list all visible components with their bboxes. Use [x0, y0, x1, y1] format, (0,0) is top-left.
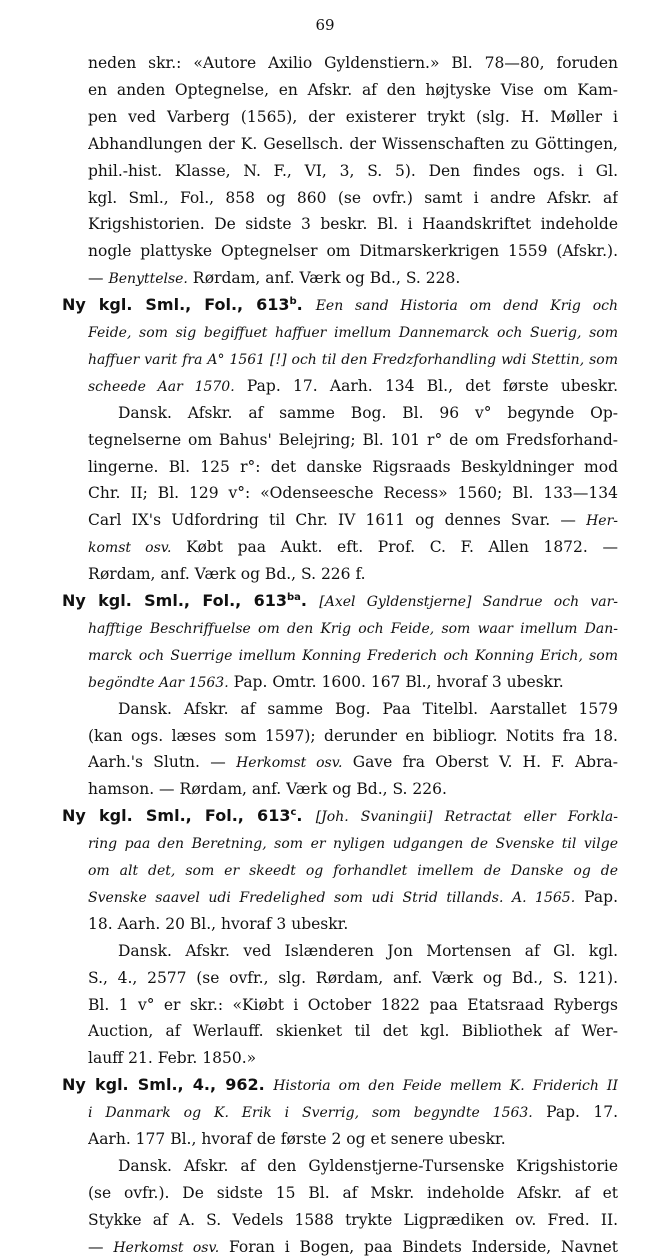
text-segment: kgl. Sml., Fol., 858 og 860 (se ovfr.) samt i andre Afskr. af	[88, 188, 618, 207]
italic-title: Een sand Historia om dend Krig och	[315, 298, 618, 315]
text-segment: Dansk. Afskr. ved Islænderen Jon Mortensen af Gl. kgl.	[118, 941, 618, 960]
text-segment: Carl IX's Udfordring til Chr. IV 1611 og dennes Svar. —	[88, 511, 587, 530]
text-line	[88, 776, 618, 802]
text-line	[88, 857, 618, 883]
text-segment: S., 4., 2577 (se ovfr., slg. Rørdam, anf. Værk og Bd., S. 121).	[88, 968, 618, 987]
text-segment: Foran i Bogen, paa Bindets Inderside, Navnet	[219, 1237, 618, 1256]
text-segment: Chr. II; Bl. 129 v°: «Odenseesche Recess» 1560; Bl. 133—134	[88, 484, 618, 503]
text-segment: lauff 21. Febr. 1850.»	[88, 1049, 257, 1068]
text-line	[88, 50, 618, 76]
italic-title: Benyttelse.	[108, 271, 188, 288]
entry-heading: Ny kgl. Sml., Fol., 613	[62, 806, 291, 826]
italic-title: marck och Suerrige imellum Konning Frederich och Konning Erich, som	[88, 647, 618, 664]
entry-heading: c	[290, 807, 297, 819]
entry-heading: .	[296, 295, 316, 315]
text-segment: (se ovfr.). De sidste 15 Bl. af Mskr. indeholde Afskr. af et	[88, 1183, 618, 1202]
text-segment: neden skr.: «Autore Axilio Gyldenstiern.» Bl. 78—80, foruden	[88, 54, 618, 72]
text-line	[88, 454, 618, 480]
text-segment: 18. Aarh. 20 Bl., hvoraf 3 ubeskr.	[88, 914, 349, 933]
text-segment: Pap. Omtr. 1600. 167 Bl., hvoraf 3 ubeskr.	[228, 672, 564, 691]
entry-heading: ba	[286, 591, 301, 603]
text-line	[88, 1180, 618, 1206]
italic-title: Herkomst osv.	[113, 1239, 220, 1256]
text-line	[62, 292, 618, 318]
text-line	[88, 185, 618, 211]
text-segment: (kan ogs. læses som 1597); derunder en bibliogr. Notits fra 18.	[88, 726, 618, 745]
text-line	[88, 965, 618, 991]
italic-title: begöndte Aar 1563.	[88, 674, 229, 691]
italic-title: om alt det, som er skeedt og forhandlet imellem de Danske og de	[88, 863, 618, 879]
italic-title: komst osv.	[88, 540, 172, 557]
text-line	[88, 669, 618, 695]
text-segment: Pap. 17. Aarh. 134 Bl., det første ubeskr.	[234, 376, 618, 395]
text-line	[88, 723, 618, 749]
text-line	[88, 1018, 618, 1044]
text-line	[88, 1126, 618, 1152]
text-segment: Bl. 1 v° er skr.: «Kiøbt i October 1822 paa Etatsraad Rybergs	[88, 995, 618, 1014]
text-line	[88, 211, 618, 237]
text-segment: Abhandlungen der K. Gesellsch. der Wissenschaften zu Göttingen,	[88, 134, 618, 153]
italic-title: i Danmark og K. Erik i Sverrig, som begyndte 1563.	[88, 1105, 533, 1122]
entry-heading: Ny kgl. Sml., Fol., 613	[62, 591, 287, 610]
italic-title: Herkomst osv.	[236, 755, 343, 772]
text-segment: Rørdam, anf. Værk og Bd., S. 228.	[187, 269, 461, 288]
text-line	[88, 507, 618, 533]
text-line	[88, 830, 618, 856]
text-line	[88, 561, 618, 587]
text-segment: —	[88, 1237, 114, 1256]
italic-title: haffuer varit fra A° 1561 [!] och til den Fredzforhandling wdi Stettin, som	[88, 351, 618, 368]
text-segment: en anden Optegnelse, en Afskr. af den højtyske Vise om Kam-	[88, 80, 618, 99]
text-line	[88, 427, 618, 453]
text-line	[88, 104, 618, 130]
text-line	[88, 238, 618, 264]
text-line	[88, 373, 618, 399]
text-line	[88, 1234, 618, 1260]
text-line	[88, 480, 618, 506]
text-line	[88, 77, 618, 103]
text-segment: hamson. — Rørdam, anf. Værk og Bd., S. 226.	[88, 780, 447, 799]
text-line	[88, 884, 618, 910]
text-segment: —	[88, 269, 109, 288]
text-line	[62, 803, 618, 829]
text-segment: Købt paa Aukt. eft. Prof. C. F. Allen 1872. —	[171, 538, 618, 557]
entry-heading: Ny kgl. Sml., 4., 962.	[62, 1075, 265, 1095]
text-line	[88, 1207, 618, 1233]
text-segment: Dansk. Afskr. af samme Bog. Bl. 96 v° begynde Op-	[118, 403, 618, 422]
text-segment: pen ved Varberg (1565), der existerer trykt (slg. H. Møller i	[88, 107, 618, 126]
text-line	[62, 588, 618, 614]
page-number: 69	[315, 16, 335, 34]
text-segment: Aarh.'s Slutn. —	[88, 753, 237, 772]
text-line	[88, 1099, 618, 1125]
text-segment: lingerne. Bl. 125 r°: det danske Rigsraads Beskyldninger mod	[88, 457, 618, 476]
entry-heading: .	[300, 591, 320, 610]
text-line	[88, 642, 618, 668]
text-segment: Gave fra Oberst V. H. F. Abra-	[342, 753, 618, 772]
text-line	[88, 534, 618, 560]
text-line	[88, 749, 618, 775]
entry-heading: .	[296, 806, 316, 826]
text-line	[88, 992, 618, 1018]
text-line	[118, 400, 618, 426]
entry-heading: b	[289, 295, 297, 307]
text-line	[88, 911, 618, 937]
italic-title: Svenske saavel udi Fredelighed som udi Strid tillands. A. 1565.	[88, 889, 576, 906]
text-segment: Aarh. 177 Bl., hvoraf de første 2 og et senere ubeskr.	[88, 1130, 506, 1148]
text-line	[118, 938, 618, 964]
text-segment: Dansk. Afskr. af den Gyldenstjerne-Tursenske Krigshistorie	[118, 1156, 618, 1175]
text-segment: Pap.	[575, 887, 618, 906]
text-line	[88, 131, 618, 157]
text-line	[88, 346, 618, 372]
text-segment: Rørdam, anf. Værk og Bd., S. 226 f.	[88, 565, 366, 584]
text-segment: phil.-hist. Klasse, N. F., VI, 3, S. 5). Den findes ogs. i Gl.	[88, 161, 618, 180]
text-line	[118, 696, 618, 722]
italic-title: [Joh. Svaningii] Retractat eller Forkla-	[315, 809, 618, 826]
text-line	[88, 319, 618, 345]
italic-title: Feide, som sig begiffuet haffuer imellum Dannemarck och Suerig, som	[88, 325, 618, 341]
text-segment: Auction, af Werlauff. skienket til det kgl. Bibliothek af Wer-	[88, 1022, 618, 1041]
text-line	[118, 1153, 618, 1179]
text-segment: Pap. 17.	[532, 1103, 618, 1122]
text-segment: nogle plattyske Optegnelser om Ditmarskerkrigen 1559 (Afskr.).	[88, 242, 618, 261]
text-line	[88, 158, 618, 184]
text-line	[88, 265, 618, 291]
text-line	[88, 1045, 618, 1071]
italic-title: Her-	[586, 513, 618, 530]
text-segment: Krigshistorien. De sidste 3 beskr. Bl. i Haandskriftet indeholde	[88, 215, 618, 234]
entry-heading: Ny kgl. Sml., Fol., 613	[62, 295, 290, 315]
italic-title: scheede Aar 1570.	[88, 378, 235, 395]
text-segment	[265, 1076, 274, 1094]
text-segment: Dansk. Afskr. af samme Bog. Paa Titelbl. Aarstallet 1579	[118, 699, 618, 718]
italic-title: Historia om den Feide mellem K. Friderich II	[273, 1078, 618, 1095]
italic-title: [Axel Gyldenstjerne] Sandrue och var-	[319, 594, 618, 610]
italic-title: hafftige Beschriffuelse om den Krig och Feide, som waar imellum Dan-	[88, 620, 618, 637]
text-segment: tegnelserne om Bahus' Belejring; Bl. 101 r° de om Fredsforhand-	[88, 430, 618, 449]
text-line	[88, 615, 618, 641]
text-line	[62, 1072, 618, 1098]
italic-title: ring paa den Beretning, som er nyligen udgangen de Svenske til vilge	[88, 836, 618, 853]
text-segment: Stykke af A. S. Vedels 1588 trykte Ligprædiken ov. Fred. II.	[88, 1210, 618, 1229]
